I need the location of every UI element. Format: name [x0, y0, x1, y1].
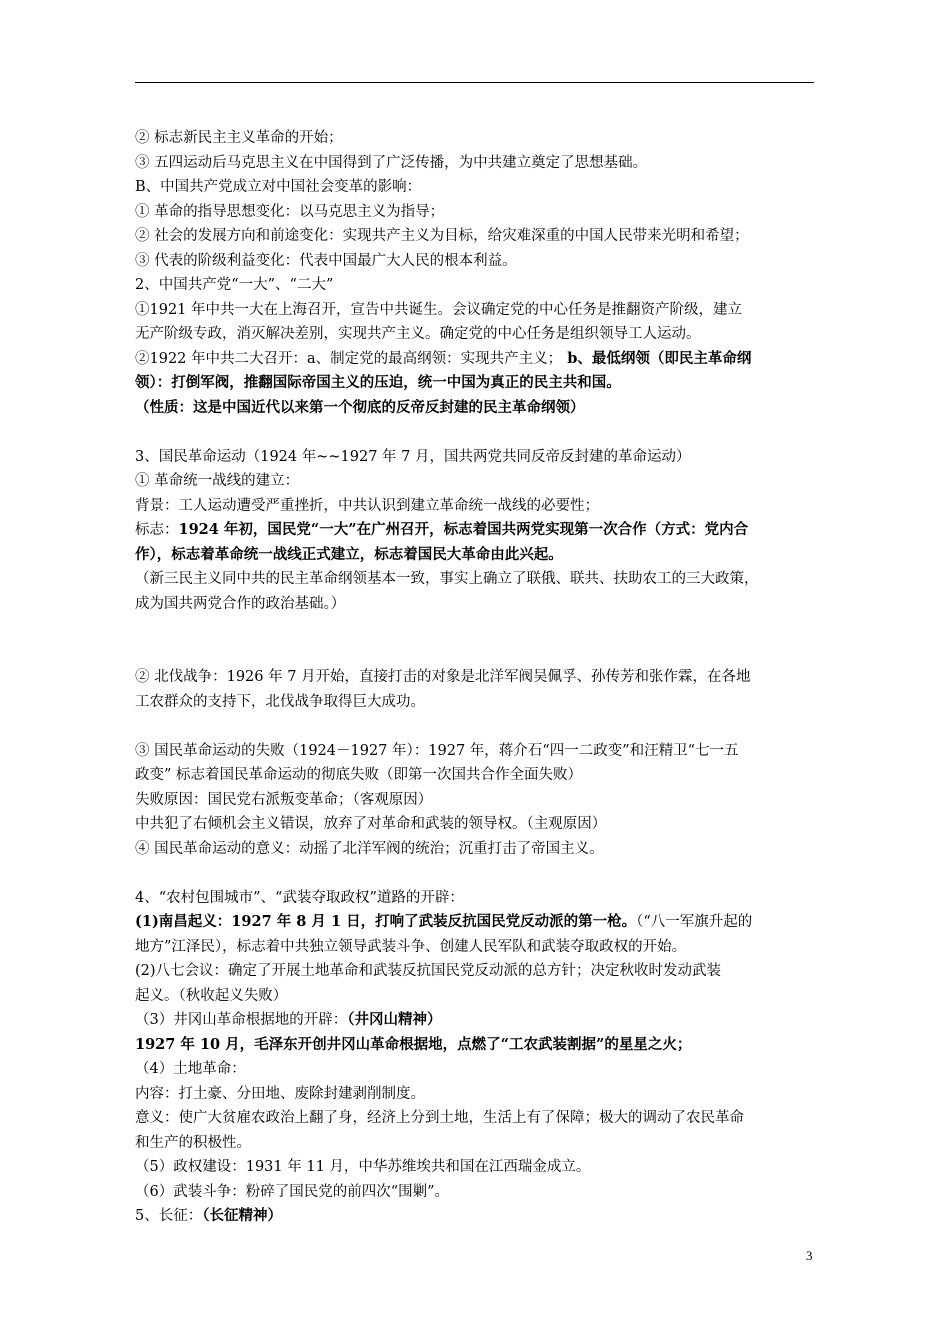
text-line: [135, 249, 825, 274]
text-line: [135, 1204, 825, 1229]
text-span: 4、“农村包围城市”、“武装夺取政权”道路的开辟：: [135, 889, 464, 906]
text-line: [135, 1057, 825, 1082]
bold-text: 1924 年初，国民党“一大”在广州召开，标志着国共两党实现第一次合作（方式：党内合: [178, 521, 749, 538]
text-line: [135, 641, 825, 666]
text-line: [135, 1082, 825, 1107]
text-line: [135, 616, 825, 641]
text-span: ①1921 年中共一大在上海召开，宣告中共诞生。会议确定党的中心任务是推翻资产阶级，建立: [135, 301, 743, 318]
bold-text: （长征精神）: [202, 1207, 282, 1224]
text-span: 成为国共两党合作的政治基础。）: [135, 595, 346, 612]
text-line: [135, 273, 825, 298]
text-span: ③ 代表的阶级利益变化：代表中国最广大人民的根本利益。: [135, 252, 517, 269]
text-span: ③ 国民革命运动的失败（1924－1927 年）：1927 年，蒋介石“四一二政变”和汪精卫“七一五: [135, 742, 739, 759]
header-rule: [135, 82, 814, 83]
text-line: [135, 788, 825, 813]
text-line: [135, 959, 825, 984]
bold-text: （性质：这是中国近代以来第一个彻底的反帝反封建的民主革命纲领）: [135, 398, 585, 416]
text-span: ① 革命的指导思想变化：以马克思主义为指导；: [135, 203, 445, 220]
text-span: ② 北伐战争：1926 年 7 月开始，直接打击的对象是北洋军阀吴佩孚、孙传芳和张作霖，在各地: [135, 669, 751, 685]
text-span: 中共犯了右倾机会主义错误，放弃了对革命和武装的领导权。（主观原因）: [135, 816, 607, 832]
text-line: [135, 763, 825, 788]
text-span: ② 标志新民主主义革命的开始；: [135, 130, 343, 146]
text-span: 无产阶级专政，消灭解决差别，实现共产主义。确定党的中心任务是组织领导工人运动。: [135, 326, 701, 342]
bold-text: 1927 年 10 月，毛泽东开创井冈山革命根据地，点燃了“工农武装割据”的星星之火；: [135, 1035, 692, 1053]
text-line: [135, 371, 825, 396]
text-line: [135, 592, 825, 617]
text-line: [135, 910, 825, 935]
text-span: 工农群众的支持下，北伐战争取得巨大成功。: [135, 693, 425, 710]
text-line: [135, 543, 825, 568]
text-line: [135, 1180, 825, 1205]
text-span: 意义：使广大贫雇农政治上翻了身，经济上分到土地，生活上有了保障；极大的调动了农民革命: [135, 1110, 744, 1126]
text-line: [135, 518, 825, 543]
text-span: B、中国共产党成立对中国社会变革的影响：: [135, 179, 422, 195]
text-span: （6）武装斗争：粉碎了国民党的前四次“围剿”。: [135, 1183, 450, 1200]
page-number: 3: [806, 1248, 813, 1263]
text-line: [135, 1106, 825, 1131]
text-line: [135, 445, 825, 470]
text-span: 和生产的积极性。: [135, 1134, 251, 1151]
text-span: 2、中国共产党“一大”、“二大”: [135, 277, 334, 293]
text-line: [135, 151, 825, 176]
text-line: [135, 347, 825, 372]
text-line: [135, 1155, 825, 1180]
text-line: [135, 396, 825, 421]
bold-text: b、最低纲领（即民主革命纲: [562, 349, 752, 367]
text-line: [135, 812, 825, 837]
text-line: [135, 861, 825, 886]
text-span: ④ 国民革命运动的意义：动摇了北洋军阀的统治；沉重打击了帝国主义。: [135, 840, 604, 857]
text-span: 地方”江泽民），标志着中共独立领导武装斗争、创建人民军队和武装夺取政权的开始。: [135, 938, 687, 955]
text-line: [135, 886, 825, 911]
text-span: 5、长征：: [135, 1208, 203, 1224]
text-line: [135, 420, 825, 445]
text-line: [135, 837, 825, 862]
text-line: [135, 690, 825, 715]
text-line: [135, 469, 825, 494]
text-span: 政变” 标志着国民革命运动的彻底失败（即第一次国共合作全面失败）: [135, 767, 583, 783]
bold-text: (1)南昌起义：1927 年 8 月 1 日，打响了武装反抗国民党反动派的第一枪。: [135, 913, 637, 930]
text-line: [135, 1131, 825, 1156]
text-span: (2)八七会议：确定了开展土地革命和武装反抗国民党反动派的总方针；决定秋收时发动武装: [135, 963, 722, 979]
text-span: 失败原因：国民党右派叛变革命；（客观原因）: [135, 791, 433, 808]
text-line: [135, 175, 825, 200]
text-span: 背景：工人运动遭受严重挫折，中共认识到建立革命统一战线的必要性；: [135, 497, 599, 514]
text-line: [135, 298, 825, 323]
bold-text: 作），标志着革命统一战线正式建立，标志着国民大革命由此兴起。: [135, 545, 563, 563]
text-line: [135, 200, 825, 225]
text-span: ③ 五四运动后马克思主义在中国得到了广泛传播，为中共建立奠定了思想基础。: [135, 154, 648, 171]
text-line: [135, 739, 825, 764]
document-body: [135, 126, 825, 1229]
text-line: [135, 224, 825, 249]
text-span: ① 革命统一战线的建立：: [135, 473, 300, 489]
text-span: （3）井冈山革命根据地的开辟：: [135, 1012, 348, 1028]
text-line: [135, 494, 825, 519]
bold-text: （井冈山精神）: [347, 1011, 442, 1028]
text-line: [135, 935, 825, 960]
text-span: 3、国民革命运动（1924 年~~1927 年 7 月，国共两党共同反帝反封建的革命运动）: [135, 448, 691, 465]
text-span: ②1922 年中共二大召开：a、制定党的最高纲领：实现共产主义；: [135, 350, 563, 367]
bold-text: 领）：打倒军阀，推翻国际帝国主义的压迫，统一中国为真正的民主共和国。: [135, 374, 621, 391]
text-span: 起义。（秋收起义失败）: [135, 987, 288, 1004]
text-line: [135, 984, 825, 1009]
text-line: [135, 126, 825, 151]
text-line: [135, 665, 825, 690]
text-span: （新三民主义同中共的民主革命纲领基本一致，事实上确立了联俄、联共、扶助农工的三大政策，: [135, 571, 759, 587]
text-line: [135, 567, 825, 592]
text-span: 标志：: [135, 522, 179, 538]
text-span: （5）政权建设：1931 年 11 月，中华苏维埃共和国在江西瑞金成立。: [135, 1159, 591, 1175]
text-span: （“八一军旗升起的: [636, 914, 753, 930]
text-line: [135, 1008, 825, 1033]
text-line: [135, 714, 825, 739]
text-span: （4）土地革命：: [135, 1061, 246, 1077]
text-span: ② 社会的发展方向和前途变化：实现共产主义为目标，给灾难深重的中国人民带来光明和希望；: [135, 228, 749, 244]
text-line: [135, 322, 825, 347]
text-span: 内容：打土豪、分田地、废除封建剥削制度。: [135, 1085, 425, 1102]
text-line: [135, 1033, 825, 1058]
